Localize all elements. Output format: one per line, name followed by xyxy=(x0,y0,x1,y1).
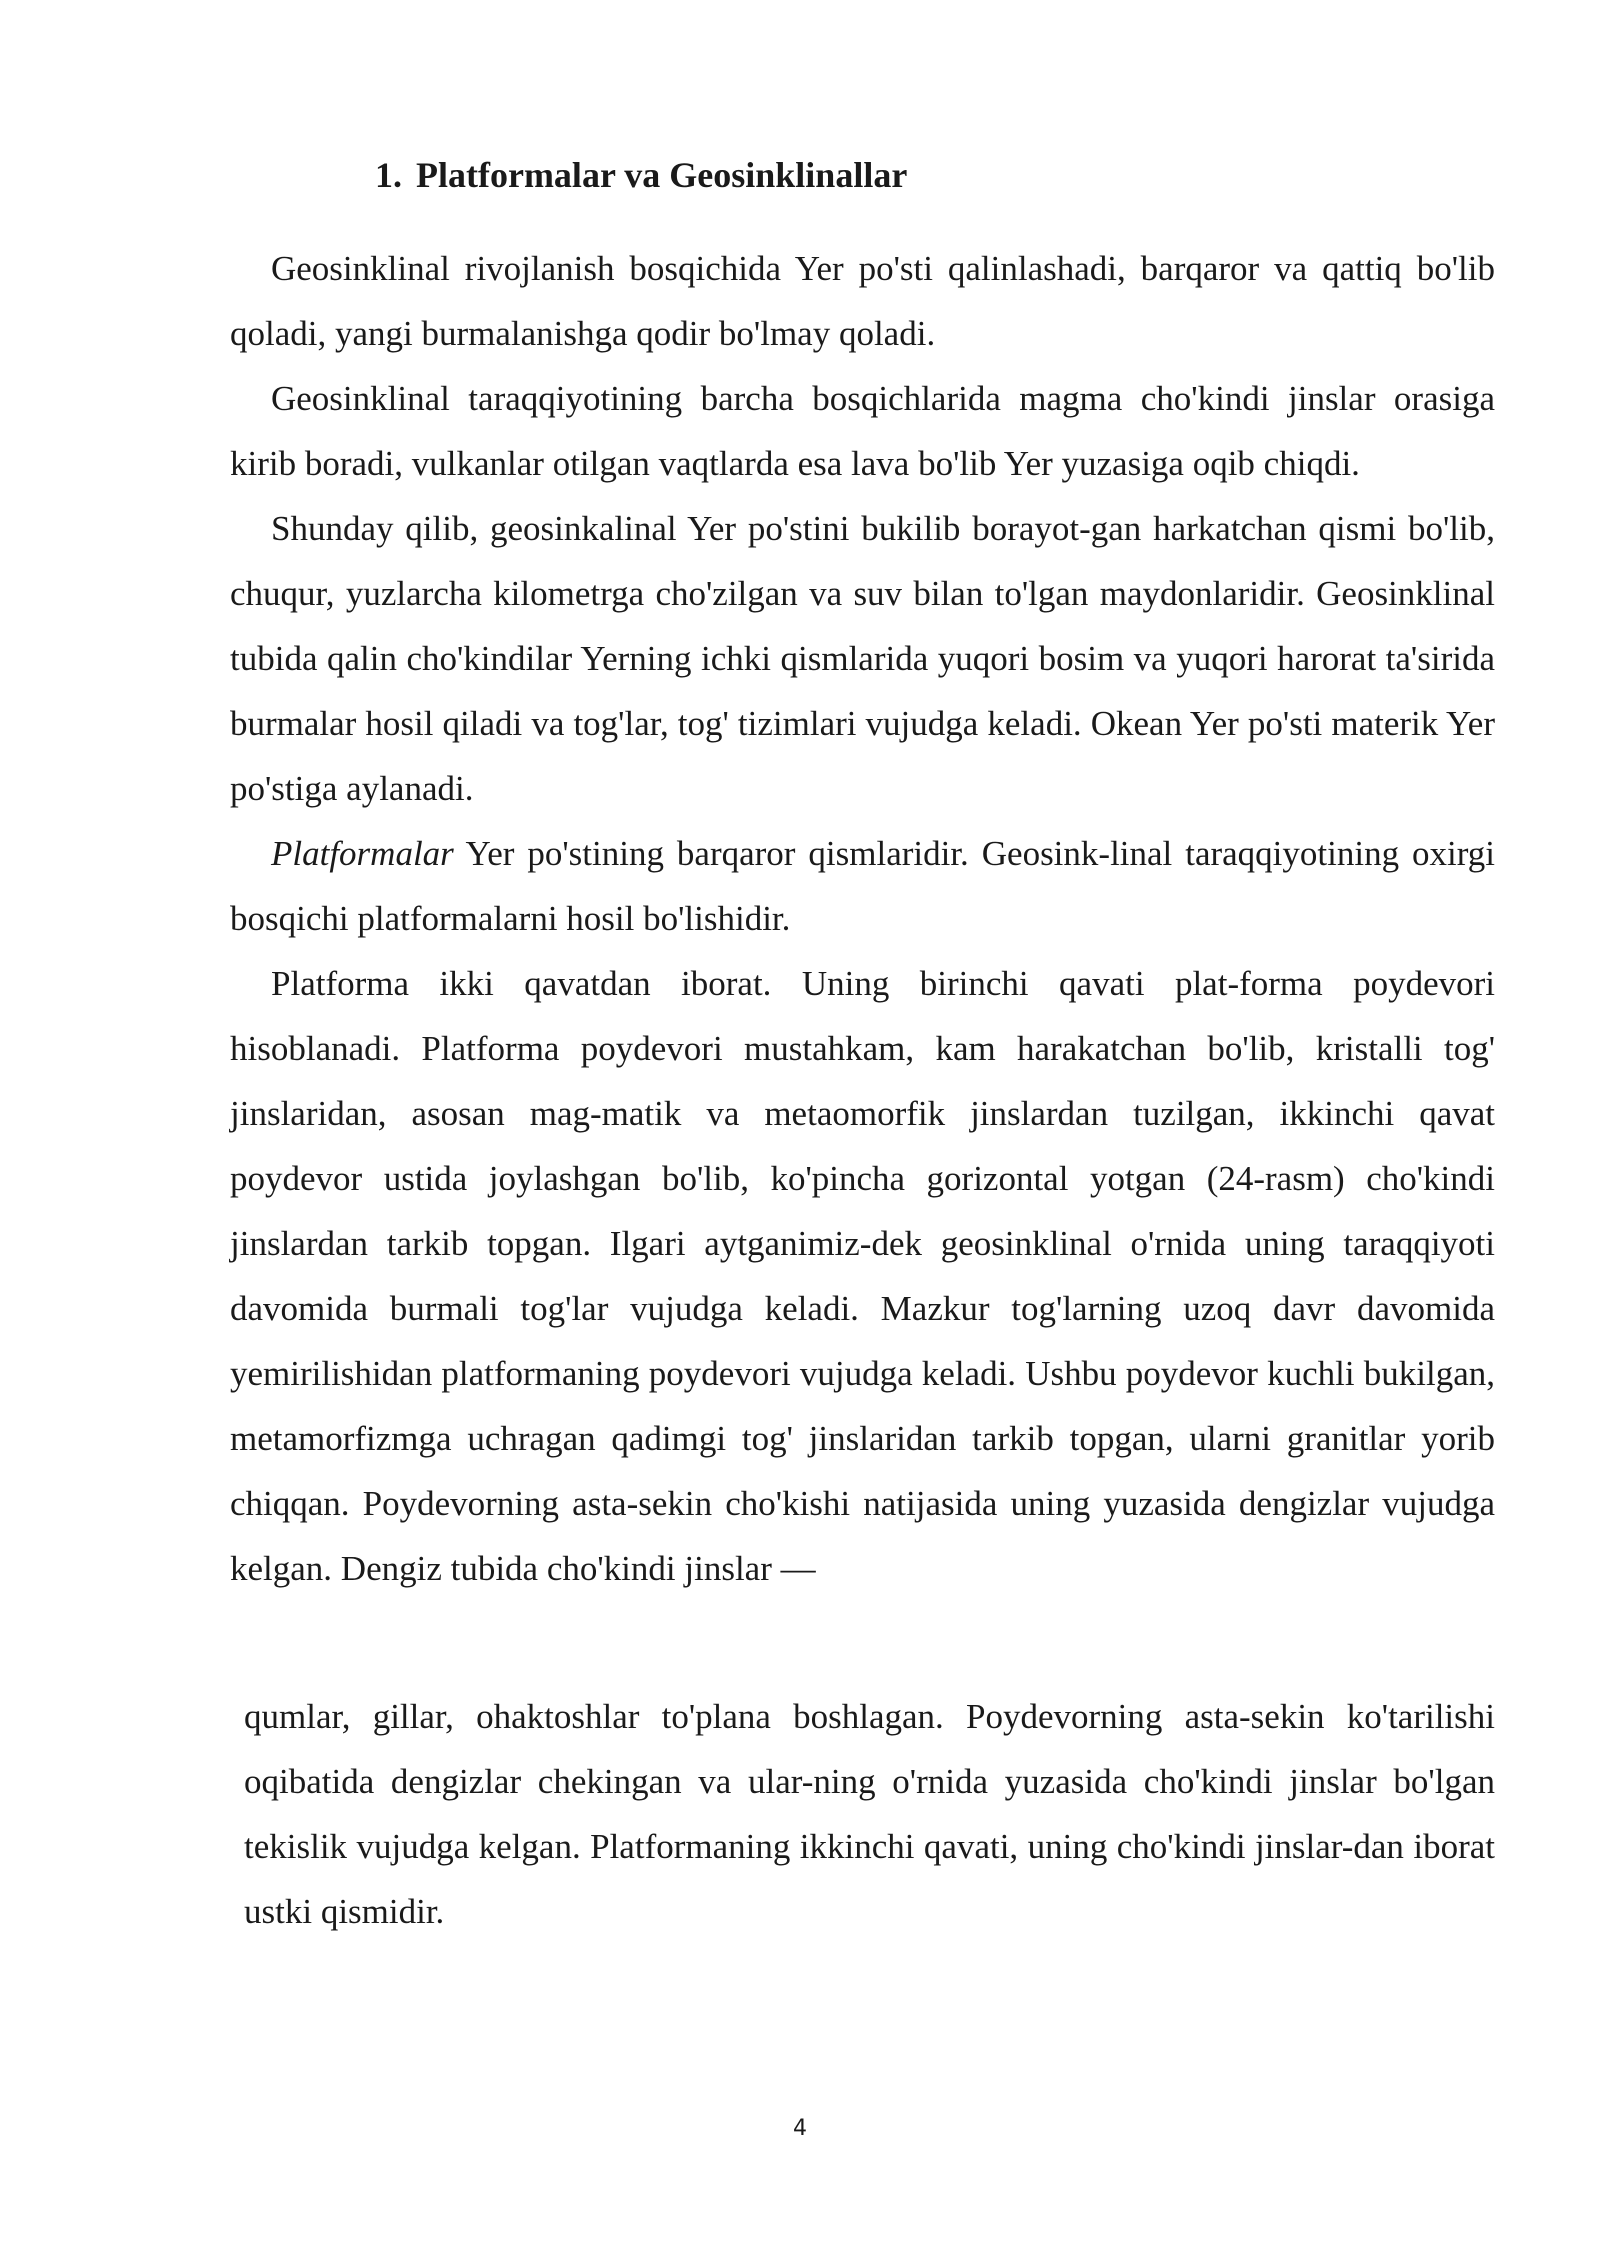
body-text xyxy=(230,236,1495,1601)
page-number: 4 xyxy=(793,2116,807,2141)
paragraph xyxy=(230,236,1495,366)
paragraph-text: Yer po'stining barqaror qismlaridir. Geosink-linal taraqqiyotining oxirgi bosqichi platformalarni hosil bo'lishidir. xyxy=(230,834,1495,938)
italic-term: Platformalar xyxy=(271,834,454,873)
paragraph xyxy=(244,1684,1495,1944)
section-heading xyxy=(375,150,907,200)
paragraph xyxy=(230,951,1495,1601)
section-number: 1. xyxy=(375,155,402,195)
paragraph-text: Platforma ikki qavatdan iborat. Uning birinchi qavati plat-forma poydevori hisoblanadi. Platforma poydevori mustahkam, kam harakatchan bo'lib, kristalli tog' jinslaridan, asosan mag-matik va metaomorfik jinslardan tuzilgan, ikkinchi qavat poydevor ustida joylashgan bo'lib, ko'pincha gorizontal yotgan (24-rasm) cho'kindi jinslardan tarkib topgan. Ilgari aytganimiz-dek geosinklinal o'rnida uning taraqqiyoti davomida burmali tog'lar vujudga keladi. Mazkur tog'larning uzoq davr davomida yemirilishidan platformaning poydevori vujudga keladi. Ushbu poydevor kuchli bukilgan, metamorfizmga uchragan qadimgi tog' jinslaridan tarkib topgan, ularni granitlar yorib chiqqan. Poydevorning asta-sekin cho'kishi natijasida uning yuzasida dengizlar vujudga kelgan. Dengiz tubida cho'kindi jinslar — xyxy=(230,964,1495,1588)
paragraph-text: Geosinklinal rivojlanish bosqichida Yer po'sti qalinlashadi, barqaror va qattiq bo'lib qoladi, yangi burmalanishga qodir bo'lmay qoladi. xyxy=(230,249,1495,353)
paragraph-text: qumlar, gillar, ohaktoshlar to'plana boshlagan. Poydevorning asta-sekin ko'tarilishi oqibatida dengizlar chekingan va ular-ning o'rnida yuzasida cho'kindi jinslar bo'lgan tekislik vujudga kelgan. Platformaning ikkinchi qavati, uning cho'kindi jinslar-dan iborat ustki qismidir. xyxy=(244,1697,1495,1931)
paragraph-text: Geosinklinal taraqqiyotining barcha bosqichlarida magma cho'kindi jinslar orasiga kirib boradi, vulkanlar otilgan vaqtlarda esa lava bo'lib Yer yuzasiga oqib chiqdi. xyxy=(230,379,1495,483)
body-text-continued xyxy=(244,1684,1495,1944)
paragraph xyxy=(230,496,1495,821)
paragraph xyxy=(230,366,1495,496)
paragraph-text: Shunday qilib, geosinkalinal Yer po'stini bukilib borayot-gan harkatchan qismi bo'lib, chuqur, yuzlarcha kilometrga cho'zilgan va suv bilan to'lgan maydonlaridir. Geosinklinal tubida qalin cho'kindilar Yerning ichki qismlarida yuqori bosim va yuqori harorat ta'sirida burmalar hosil qiladi va tog'lar, tog' tizimlari vujudga keladi. Okean Yer po'sti materik Yer po'stiga aylanadi. xyxy=(230,509,1495,808)
paragraph xyxy=(230,821,1495,951)
section-title: Platformalar va Geosinklinallar xyxy=(416,155,908,195)
